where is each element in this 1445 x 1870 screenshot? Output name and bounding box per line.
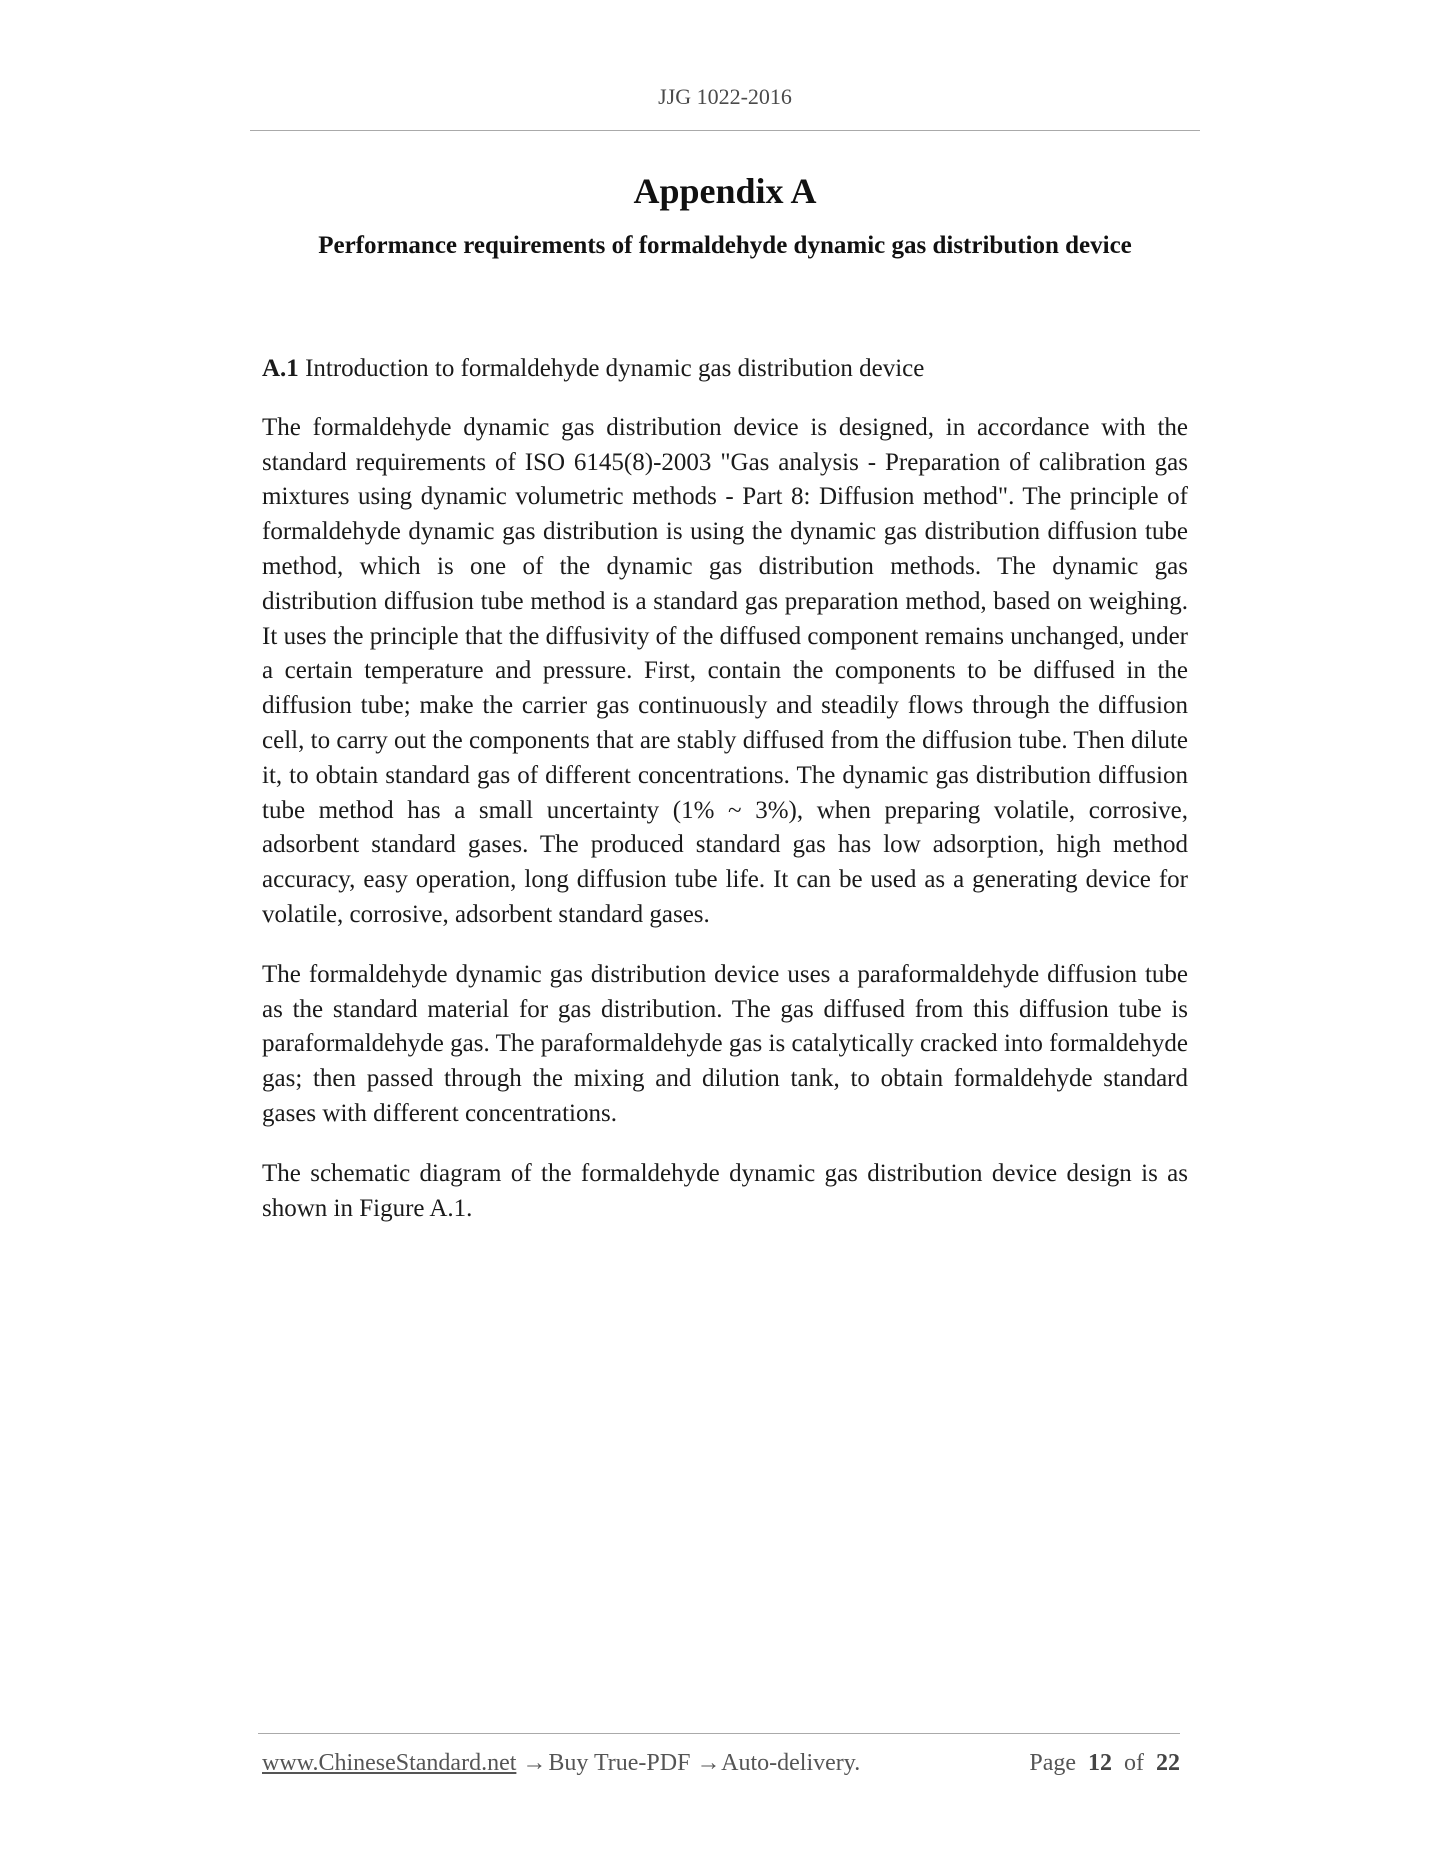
section-number: A.1 (262, 355, 299, 382)
paragraph-paraformaldehyde-tube: The formaldehyde dynamic gas distribution device uses a paraformaldehyde diffusion tube as the standard material for gas distribution. The gas diffused from this diffusion tube is paraformaldehyde gas. The paraformaldehyde gas is catalytically cracked into formaldehyde gas; then passed through the mixing and dilution tank, to obtain formaldehyde standard gases with different concentrations. (262, 960, 1188, 1127)
header-divider (250, 130, 1200, 131)
section-heading (262, 352, 1188, 387)
buy-pdf-text: Buy True-PDF (548, 1750, 691, 1776)
paragraph-diffusion-principle: The formaldehyde dynamic gas distribution device is designed, in accordance with the standard requirements of ISO 6145(8)-2003 "Gas analysis - Preparation of calibration gas mixtures using dynamic volumetric methods - Part 8: Diffusion method". The principle of formaldehyde dynamic gas distribution is using the dynamic gas distribution diffusion tube method, which is one of the dynamic gas distribution methods. The dynamic gas distribution diffusion tube method is a standard gas preparation method, based on weighing. It uses the principle that the diffusivity of the diffused component remains unchanged, under a certain temperature and pressure. First, contain the components to be diffused in the diffusion tube; make the carrier gas continuously and steadily flows through the diffusion cell, to carry out the components that are stably diffused from the diffusion tube. Then dilute it, to obtain standard gas of different concentrations. The dynamic gas distribution diffusion tube method has a small uncertainty (1% ~ 3%), when preparing volatile, corrosive, adsorbent standard gases. The produced standard gas has low adsorption, high method accuracy, easy operation, long diffusion tube life. It can be used as a generating device for volatile, corrosive, adsorbent standard gases. (262, 413, 1188, 928)
current-page-number: 12 (1088, 1750, 1112, 1776)
arrow-right-icon: → (522, 1750, 547, 1776)
arrow-right-icon: → (696, 1750, 721, 1776)
section-title: Introduction to formaldehyde dynamic gas distribution device (298, 355, 925, 382)
auto-delivery-text: Auto-delivery. (721, 1750, 861, 1776)
document-code-header: JJG 1022-2016 (658, 84, 792, 109)
total-pages: 22 (1156, 1750, 1180, 1776)
footer-divider (258, 1733, 1180, 1734)
page-footer (262, 1750, 1180, 1782)
page-indicator (1029, 1750, 1180, 1777)
paragraph-figure-reference: The schematic diagram of the formaldehyde dynamic gas distribution device design is as shown in Figure A.1. (262, 1159, 1188, 1222)
of-label: of (1124, 1750, 1144, 1776)
appendix-subtitle: Performance requirements of formaldehyde dynamic gas distribution device (318, 232, 1132, 259)
footer-promo (262, 1750, 860, 1777)
appendix-title: Appendix A (633, 171, 817, 211)
site-link[interactable]: www.ChineseStandard.net (262, 1750, 517, 1776)
page-label: Page (1029, 1750, 1076, 1776)
body-content (262, 352, 1188, 1251)
